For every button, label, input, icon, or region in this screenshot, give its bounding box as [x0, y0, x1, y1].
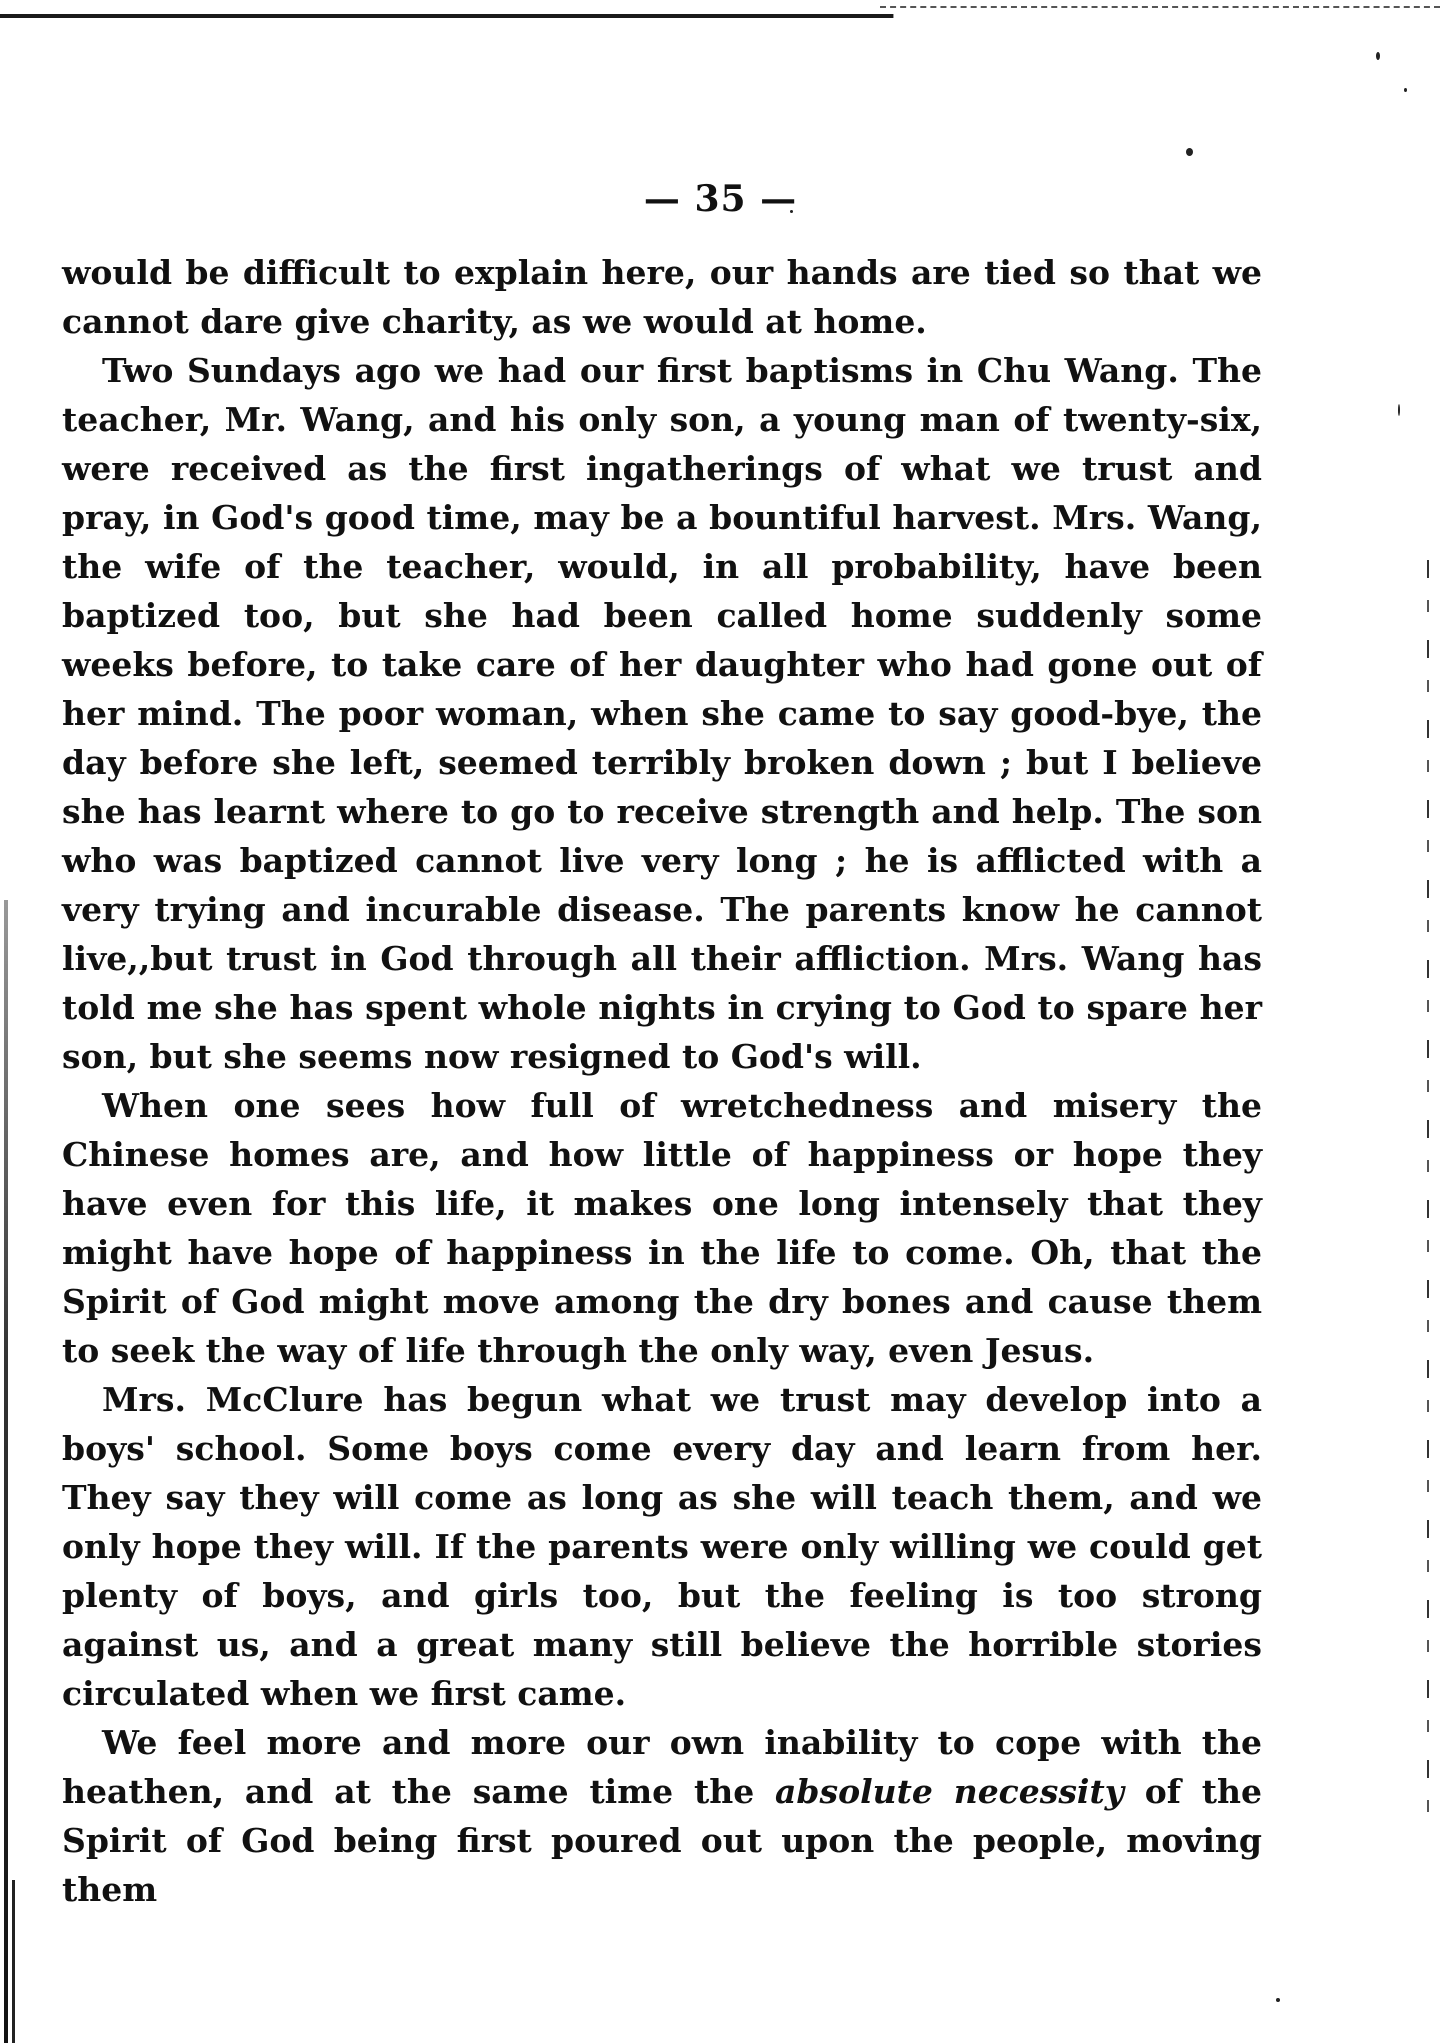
paragraph-text: of the Spirit of God being first poured out upon the people, moving them: [62, 1772, 1262, 1909]
page-number: — 35 —: [643, 178, 798, 220]
paragraph: [62, 1718, 1262, 1914]
scan-top-rule: [0, 14, 1441, 18]
scan-speck: [1376, 52, 1380, 60]
scan-left-edge: [4, 900, 8, 2043]
scan-top-rule-faint: [880, 6, 1440, 8]
paragraph: When one sees how full of wretchedness and misery the Chinese homes are, and how little of happiness or hope they have even for this life, it makes one long intensely that they might have hope of happiness in the life to come. Oh, that the Spirit of God might move among the dry bones and cause them to seek the way of life through the only way, even Jesus.: [62, 1086, 1262, 1370]
scan-speck: [1276, 1998, 1280, 2002]
scan-left-edge-mark: [12, 1880, 15, 2043]
paragraph: Two Sundays ago we had our first baptisms in Chu Wang. The teacher, Mr. Wang, and his only son, a young man of twenty-six, were received as the first ingatherings of what we trust and pray, in God's good time, may be a bountiful harvest. Mrs. Wang, the wife of the teacher, would, in all probability, have been baptized too, but she had been called home suddenly some weeks before, to take care of her daughter who had gone out of her mind. The poor woman, when she came to say good-bye, the day before she left, seemed terribly broken down ; but I believe she has learnt where to go to receive strength and help. The son who was baptized cannot live very long ; he is afflicted with a very trying and incurable disease. The parents know he cannot live,,but trust in God through all their affliction. Mrs. Wang has told me she has spent whole nights in crying to God to spare her son, but she seems now resigned to God's will.: [62, 351, 1262, 1076]
scan-speck: [1404, 88, 1407, 92]
paragraph: would be difficult to explain here, our hands are tied so that we cannot dare give charity, as we would at home.: [62, 253, 1262, 341]
scan-speck: [1186, 148, 1193, 156]
emphasis-text: absolute necessity: [775, 1772, 1124, 1811]
paragraph: Mrs. McClure has begun what we trust may develop into a boys' school. Some boys come every day and learn from her. They say they will come as long as she will teach them, and we only hope they will. If the parents were only willing we could get plenty of boys, and girls too, but the feeling is too strong against us, and a great many still believe the horrible stories circulated when we first came.: [62, 1380, 1262, 1713]
scan-speck: [1398, 404, 1400, 416]
paragraph-text: We feel more and more our own inability to cope with the heathen, and at the same time the: [62, 1723, 1262, 1811]
scan-right-edge: [1427, 560, 1429, 1820]
body-text: [62, 248, 1262, 1914]
